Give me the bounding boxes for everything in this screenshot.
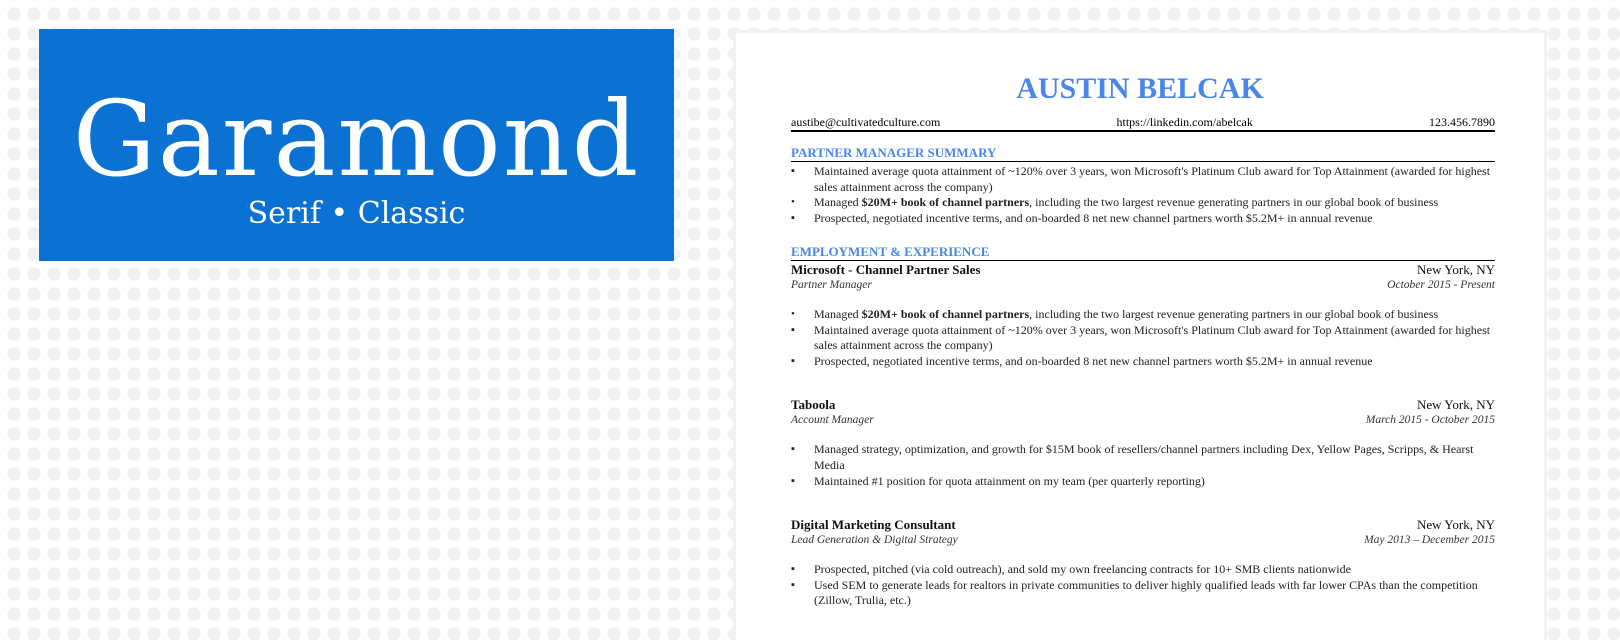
contact-row [791,115,1495,129]
job-bullets [791,307,1495,369]
contact-email: austibe@cultivatedculture.com [791,115,941,129]
job-dates: March 2015 - October 2015 [1365,414,1495,427]
font-name-title: Garamond [72,78,641,200]
summary-section [791,145,1495,226]
list-item: ▪ Prospected, pitched (via cold outreach), and sold my own freelancing contracts for 10+ SMB clients nationwide [814,562,1495,578]
job-title: Partner Manager [791,279,872,291]
contact-linkedin: https://linkedin.com/abelcak [1116,115,1253,129]
summary-bullets [791,164,1495,226]
job-location: New York, NY [1416,262,1495,277]
job-bullets [791,562,1495,609]
job-title: Lead Generation & Digital Strategy [791,534,958,547]
job-entry [791,397,1495,489]
list-item: ▪ Maintained #1 position for quota attainment on my team (per quarterly reporting) [814,474,1495,490]
contact-phone: 123.456.7890 [1429,115,1495,129]
list-item: ▪ Prospected, negotiated incentive terms, and on-boarded 8 net new channel partners worth $5.2M+ in annual revenue [814,354,1495,370]
experience-section [791,244,1495,609]
list-item: ▪ Maintained average quota attainment of ~120% over 3 years, won Microsoft's Platinum Club award for Top Attainment (awarded for highest sales attainment across the company) [814,323,1495,354]
header-divider [791,130,1495,132]
job-company: Taboola [791,397,836,413]
font-banner [39,29,674,261]
resume-name: AUSTIN BELCAK [1016,72,1264,105]
job-dates: October 2015 - Present [1387,279,1495,291]
font-category-subtitle: Serif • Classic [247,196,466,231]
list-item: ▪ Prospected, negotiated incentive terms, and on-boarded 8 net new channel partners worth $5.2M+ in annual revenue [814,211,1495,227]
list-item: • Managed $20M+ book of channel partners, including the two largest revenue generating partners in our global book of business [814,307,1495,323]
experience-heading: EMPLOYMENT & EXPERIENCE [791,244,1495,261]
job-company: Digital Marketing Consultant [791,517,956,533]
job-location: New York, NY [1416,397,1495,413]
summary-heading: PARTNER MANAGER SUMMARY [791,145,1495,162]
job-dates: May 2013 – December 2015 [1364,534,1495,547]
list-item: • Managed $20M+ book of channel partners, including the two largest revenue generating partners in our global book of business [814,195,1495,211]
job-location: New York, NY [1416,517,1495,533]
resume-preview [733,30,1547,640]
list-item: ▪ Managed strategy, optimization, and growth for $15M book of resellers/channel partners including Dex, Yellow Pages, Scripps, & Hearst Media [814,442,1495,473]
job-title: Account Manager [791,414,874,427]
job-company: Microsoft - Channel Partner Sales [791,262,981,277]
job-bullets [791,442,1495,489]
job-entry [791,517,1495,609]
list-item: ▪ Used SEM to generate leads for realtors in private communities to deliver highly qualified leads with far lower CPAs than the competition (Zillow, Trulia, etc.) [814,578,1495,609]
job-entry [791,262,1495,369]
list-item: ▪ Maintained average quota attainment of ~120% over 3 years, won Microsoft's Platinum Club award for Top Attainment (awarded for highest sales attainment across the company) [814,164,1495,195]
